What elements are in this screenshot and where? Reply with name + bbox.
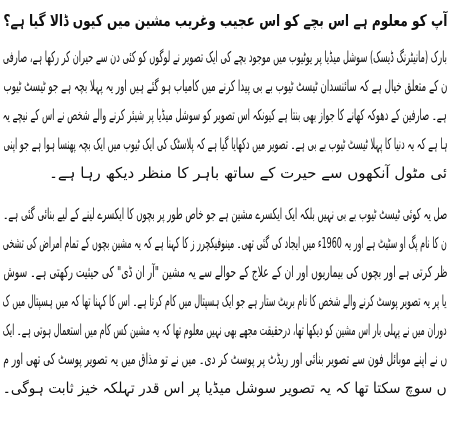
paragraph-line [0, 228, 450, 257]
paragraph-line-text: ں نے اپنے موبائل فون سے تصویر بنائی اور ریڈٹ پر پوسٹ کر دی۔ میں نے تو مذاق میں یہ تصویر پوسٹ کی تھی اور م [3, 350, 447, 368]
paragraph-line [0, 42, 450, 71]
paragraph-line [0, 129, 450, 158]
paragraph-2 [0, 199, 450, 402]
paragraph-line-text: ظر کرتی ہے اور بچوں کی بیماریوں اور ان کے علاج کے حوالے سے یہ مشین "آر ان ڈی" کی حیثیت رکھتی ہے۔ سوش [3, 263, 447, 281]
paragraph-line-text: ئی مٹول آنکھوں سے حیرت کے ساتھ باہر کا منظر دیکھ رہا ہے۔ [49, 164, 447, 182]
paragraph-line-text: ں سوچ سکتا تھا کہ یہ تصویر سوشل میڈیا پر اس قدر تہلکہ خیز ثابت ہوگی۔ [3, 379, 447, 397]
paragraph-line-text: دوران میں نے پہلی بار اس مشین کو دیکھا تھا، درحقیقت مجھے بھی نہیں معلوم تھا کہ یہ مشین کس کام میں استعمال ہوتی ہے۔ ایک [3, 321, 447, 339]
paragraph-line-text: ہا ہے کہ یہ دنیا کا پہلا ٹیسٹ ٹیوب بے بی ہے۔ تصویر میں دکھایا گیا ہے کہ پلاسٹک کی ایک ٹیوب میں ایک بچہ پھنسا ہوا ہے جو اپنی [2, 135, 447, 153]
paragraph-line-text: صل یہ کوئی ٹیسٹ ٹیوب بے بی نہیں بلکہ ایک ایکسرے مشین ہے جو خاص طور پر بچوں کا ایکسرے لینے کے لیے بنائی گئی ہے۔ [3, 205, 447, 223]
paragraph-line [0, 71, 450, 100]
paragraph-line [0, 199, 450, 228]
paragraph-line [0, 344, 450, 373]
paragraph-line [0, 286, 450, 315]
paragraph-line [0, 158, 450, 187]
paragraph-line [0, 315, 450, 344]
paragraph-line [0, 100, 450, 129]
article-heading-text: آپ کو معلوم ہے اس بچے کو اس عجیب وغریب مشین میں کیوں ڈالا گیا ہے؟ [3, 11, 447, 30]
paragraph-line [0, 257, 450, 286]
paragraph-line-text: ہے۔ صارفین کے دھوکہ کھانے کا جواز بھی بنتا ہے کیونکہ اس تصویر کو سوشل میڈیا پر شیئر کرنے والے شخص نے اس کے نیچے یہ [3, 106, 447, 124]
paragraph-line-text: ن کا نام پگ او سٹیٹ ہے اور یہ 1960ء میں ایجاد کی گئی تھی۔ مینوفیکچرر ز کا کہنا ہے کہ یہ مشین بچوں کے تمام امراض کی تشخی [3, 234, 447, 252]
paragraph-line-text: یا پر یہ تصویر پوسٹ کرنے والے شخص کا نام بریٹ ستار ہے جو ایک ہسپتال میں کام کرتا ہے۔ اس کا کہنا تھا کہ میں ہسپتال میں ک [3, 292, 447, 310]
paragraph-line [0, 373, 450, 402]
paragraph-line-text: ن کے متعلق خیال ہے کہ سائنسدان ٹیسٹ ٹیوب بے بی پیدا کرنے میں کامیاب ہو گئے ہیں اور یہ پہلا بچہ ہے جو ٹیسٹ ٹیوب [3, 77, 447, 95]
article-heading [0, 6, 450, 36]
paragraph-line-text: بارک (مانیٹرنگ ڈیسک) سوشل میڈیا پر یوٹیوب میں موجود بچے کی ایک تصویر نے لوگوں کو کئی دن سے حیران کر رکھا ہے، صارفی [3, 48, 447, 66]
paragraph-1 [0, 42, 450, 187]
